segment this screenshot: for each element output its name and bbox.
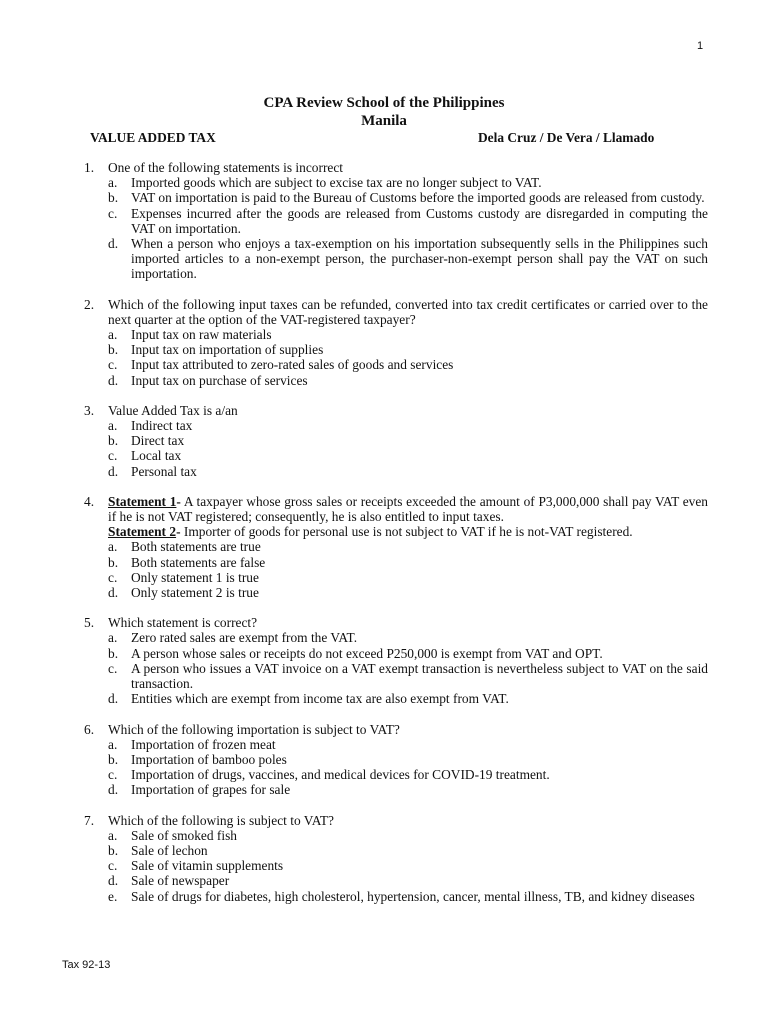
- option: [108, 828, 708, 843]
- option-text: Input tax on raw materials: [131, 327, 272, 343]
- option-letter: b.: [108, 342, 119, 358]
- option-letter: a.: [108, 539, 118, 555]
- option: [108, 737, 708, 752]
- option-letter: d.: [108, 372, 119, 388]
- question-5: [84, 615, 708, 706]
- option-text: A person who issues a VAT invoice on a VAT exempt transaction is nevertheless subject to VAT on the said transaction.: [131, 660, 708, 692]
- question-number: 6.: [84, 721, 95, 737]
- subject-heading: VALUE ADDED TAX: [90, 130, 216, 145]
- option-text: Input tax attributed to zero-rated sales of goods and services: [131, 357, 454, 373]
- option-letter: a.: [108, 327, 118, 343]
- option-letter: d.: [108, 236, 119, 252]
- question-4: [84, 494, 708, 600]
- question-text: Which of the following is subject to VAT?: [108, 812, 334, 828]
- question-number: 7.: [84, 812, 95, 828]
- option: [108, 464, 708, 479]
- option-text: Sale of drugs for diabetes, high cholesterol, hypertension, cancer, mental illness, TB, and kidney diseases: [131, 888, 695, 904]
- option-letter: d.: [108, 585, 119, 601]
- option-letter: a.: [108, 175, 118, 191]
- option: [108, 236, 708, 282]
- option: [108, 646, 708, 661]
- option: [108, 570, 708, 585]
- option-text: Indirect tax: [131, 418, 193, 434]
- option: [108, 782, 708, 797]
- option: [108, 418, 708, 433]
- option-text: Only statement 1 is true: [131, 569, 259, 585]
- option: [108, 767, 708, 782]
- question-text: Value Added Tax is a/an: [108, 402, 238, 418]
- school-city: Manila: [361, 113, 407, 129]
- option: [108, 342, 708, 357]
- option-letter: c.: [108, 660, 118, 676]
- page-number: 1: [697, 40, 704, 52]
- option: [108, 327, 708, 342]
- statement-1: [108, 494, 708, 524]
- option: [108, 752, 708, 767]
- option-letter: c.: [108, 767, 118, 783]
- option: [108, 691, 708, 706]
- option-text: Sale of lechon: [131, 842, 208, 858]
- statement-1-text: A taxpayer whose gross sales or receipts exceeded the amount of P3,000,000 shall pay VAT even if he is not VAT registered; consequently, he is also entitled to input taxes.: [108, 493, 709, 525]
- option-text: Sale of vitamin supplements: [131, 858, 284, 874]
- option-letter: d.: [108, 463, 119, 479]
- option-text: Expenses incurred after the goods are released from Customs custody are disregarded in computing the VAT on importation.: [131, 205, 708, 236]
- option-letter: c.: [108, 858, 118, 874]
- question-1: [84, 160, 708, 282]
- option: [108, 373, 708, 388]
- school-title: CPA Review School of the Philippines: [263, 95, 505, 111]
- option-text: Both statements are true: [131, 539, 261, 555]
- question-number: 5.: [84, 615, 95, 631]
- question-number: 2.: [84, 296, 95, 312]
- option: [108, 433, 708, 448]
- question-number: 1.: [84, 160, 95, 175]
- authors: Dela Cruz / De Vera / Llamado: [478, 130, 655, 145]
- option-letter: b.: [108, 190, 119, 206]
- option: [108, 661, 708, 691]
- option-text: Importation of drugs, vaccines, and medical devices for COVID-19 treatment.: [131, 767, 550, 783]
- question-6: [84, 722, 708, 798]
- question-text: Which of the following input taxes can be refunded, converted into tax credit certificates or carried over to the next quarter at the option of the VAT-registered taxpayer?: [108, 296, 708, 327]
- option-letter: a.: [108, 630, 118, 646]
- option-letter: a.: [108, 736, 118, 752]
- statement-2-text: Importer of goods for personal use is not subject to VAT if he is not-VAT registered.: [180, 524, 633, 540]
- option: [108, 873, 708, 888]
- option-letter: b.: [108, 433, 119, 449]
- question-number: 4.: [84, 493, 95, 509]
- option: [108, 585, 708, 600]
- option: [108, 555, 708, 570]
- option-text: Sale of newspaper: [131, 873, 230, 889]
- option: [108, 175, 708, 190]
- option-text: When a person who enjoys a tax-exemption on his importation subsequently sells in the Philippines such imported articles to a non-exempt person, the purchaser-non-exempt person shall pay the VAT on such importation.: [131, 236, 708, 282]
- option-letter: c.: [108, 205, 118, 221]
- question-text: Which statement is correct?: [108, 615, 258, 631]
- option-letter: d.: [108, 873, 119, 889]
- option-letter: e.: [108, 888, 118, 904]
- option: [108, 357, 708, 372]
- question-2: [84, 297, 708, 388]
- option-text: Sale of smoked fish: [131, 827, 237, 843]
- question-text: One of the following statements is incorrect: [108, 160, 344, 175]
- option: [108, 190, 708, 205]
- option-letter: b.: [108, 842, 119, 858]
- option-letter: b.: [108, 751, 119, 767]
- option-letter: c.: [108, 448, 118, 464]
- option-text: Direct tax: [131, 433, 185, 449]
- option-text: Local tax: [131, 448, 182, 464]
- option-text: Importation of grapes for sale: [131, 782, 291, 798]
- statement-2-dash: -: [176, 524, 181, 540]
- option: [108, 858, 708, 873]
- option-text: VAT on importation is paid to the Bureau of Customs before the imported goods are released from custody.: [131, 190, 705, 206]
- footer-code: Tax 92-13: [62, 959, 111, 971]
- option-text: A person whose sales or receipts do not exceed P250,000 is exempt from VAT and OPT.: [131, 645, 603, 661]
- question-list: [84, 160, 708, 919]
- option-text: Personal tax: [131, 463, 197, 479]
- option-text: Entities which are exempt from income tax are also exempt from VAT.: [131, 691, 509, 707]
- option-text: Input tax on importation of supplies: [131, 342, 324, 358]
- statement-2-label: Statement 2: [108, 524, 177, 540]
- option-letter: a.: [108, 827, 118, 843]
- option-letter: d.: [108, 691, 119, 707]
- question-3: [84, 403, 708, 479]
- option-letter: c.: [108, 569, 118, 585]
- statement-1-label: Statement 1: [108, 493, 177, 509]
- option-text: Both statements are false: [131, 554, 266, 570]
- question-text: Which of the following importation is subject to VAT?: [108, 721, 400, 737]
- option: [108, 206, 708, 236]
- option-text: Input tax on purchase of services: [131, 372, 308, 388]
- option-text: Importation of bamboo poles: [131, 751, 287, 767]
- option-letter: b.: [108, 645, 119, 661]
- option: [108, 448, 708, 463]
- option-text: Only statement 2 is true: [131, 585, 259, 601]
- option-text: Imported goods which are subject to excise tax are no longer subject to VAT.: [131, 175, 542, 191]
- statement-2: [108, 524, 708, 539]
- option-letter: a.: [108, 418, 118, 434]
- option-letter: c.: [108, 357, 118, 373]
- option-text: Zero rated sales are exempt from the VAT.: [131, 630, 358, 646]
- option-letter: d.: [108, 782, 119, 798]
- option: [108, 539, 708, 554]
- option: [108, 630, 708, 645]
- option-text: Importation of frozen meat: [131, 736, 276, 752]
- option: [108, 889, 708, 904]
- statement-1-dash: -: [176, 493, 181, 509]
- option: [108, 843, 708, 858]
- question-7: [84, 813, 708, 904]
- option-letter: b.: [108, 554, 119, 570]
- question-number: 3.: [84, 402, 95, 418]
